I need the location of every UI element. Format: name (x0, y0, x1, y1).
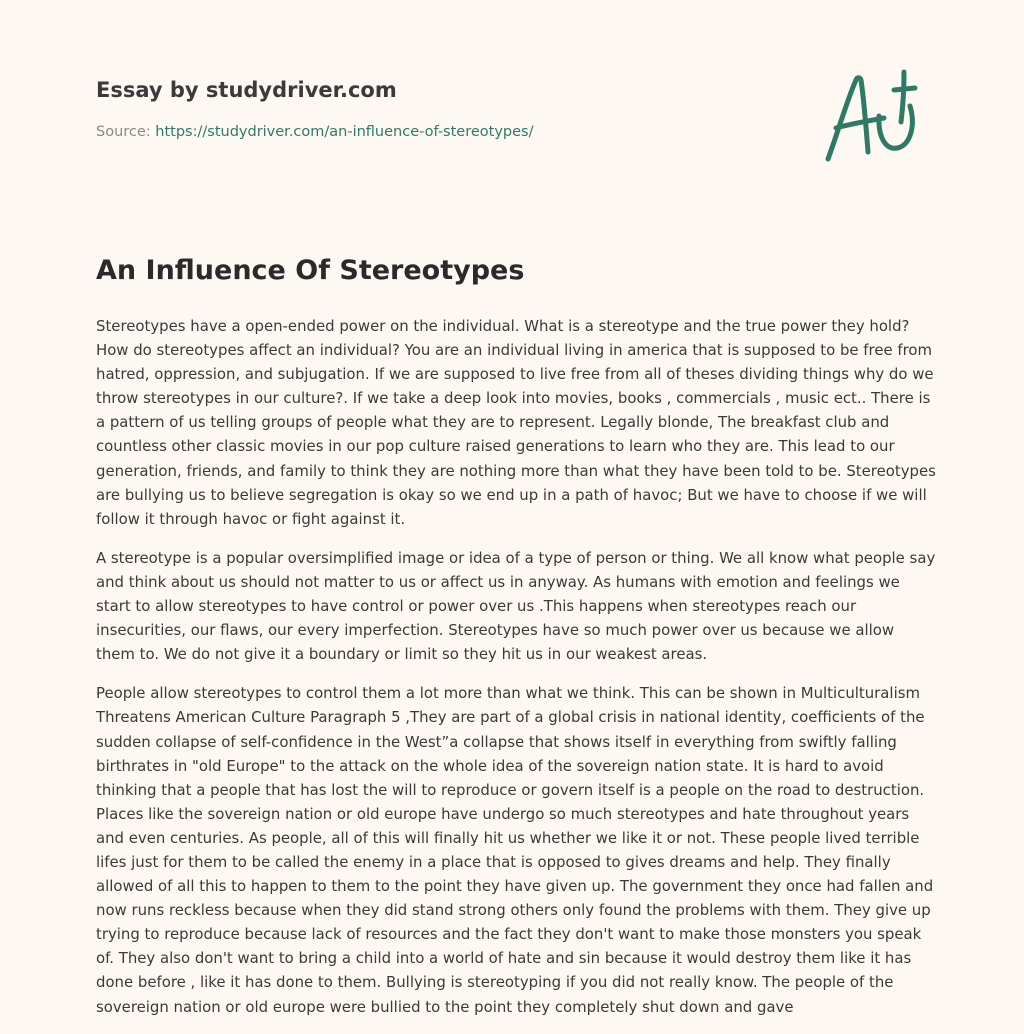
essay-title: An Influence Of Stereotypes (96, 255, 525, 286)
source-label: Source: (96, 124, 151, 140)
essay-body (96, 314, 936, 1034)
a-plus-logo-icon (824, 66, 928, 166)
source-link[interactable]: https://studydriver.com/an-influence-of-stereotypes/ (155, 124, 534, 140)
essay-paragraph: People allow stereotypes to control them a lot more than what we think. This can be shown in Multiculturalism Threatens American Culture Paragraph 5 ,They are part of a global crisis in national identity, coefficients of the sudden collapse of self-confidence in the West”a collapse that shows itself in everything from swiftly falling birthrates in "old Europe" to the attack on the whole idea of the sovereign nation state. It is hard to avoid thinking that a people that has lost the will to reproduce or govern itself is a people on the road to destruction. Places like the sovereign nation or old europe have undergo so much stereotypes and hate throughout years and even centuries. As people, all of this will finally hit us whether we like it or not. These people lived terrible lifes just for them to be called the enemy in a place that is opposed to gives dreams and help. They finally allowed of all this to happen to them to the point they have given up. The government they once had fallen and now runs reckless because when they did stand strong others only found the problems with them. They give up trying to reproduce because lack of resources and the fact they don't want to make those monsters you speak of. They also don't want to bring a child into a world of hate and sin because it would destroy them like it has done before , like it has done to them. Bullying is stereotyping if you did not really know. The people of the sovereign nation or old europe were bullied to the point they completely shut down and gave (96, 684, 934, 1016)
brand-title: Essay by studydriver.com (96, 78, 397, 102)
essay-paragraph: A stereotype is a popular oversimplified image or idea of a type of person or thing. We all know what people say and think about us should not matter to us or affect us in anyway. As humans with emotion and feelings we start to allow stereotypes to have control or power over us .This happens when stereotypes reach our insecurities, our flaws, our every imperfection. Stereotypes have so much power over us because we allow them to. We do not give it a boundary or limit so they hit us in our weakest areas. (96, 548, 936, 664)
essay-paragraph: Stereotypes have a open-ended power on the individual. What is a stereotype and the true power they hold? How do stereotypes affect an individual? You are an individual living in america that is supposed to be free from hatred, oppression, and subjugation. If we are supposed to live free from all of theses dividing things why do we throw stereotypes in our culture?. If we take a deep look into movies, books , commercials , music ect.. There is a pattern of us telling groups of people what they are to represent. Legally blonde, The breakfast club and countless other classic movies in our pop culture raised generations to learn who they are. This lead to our generation, friends, and family to think they are nothing more than what they have been told to be. Stereotypes are bullying us to believe segregation is okay so we end up in a path of havoc; But we have to choose if we will follow it through havoc or fight against it. (96, 317, 936, 528)
source-line (96, 124, 533, 140)
essay-page (96, 0, 936, 1016)
page-header (96, 0, 928, 200)
